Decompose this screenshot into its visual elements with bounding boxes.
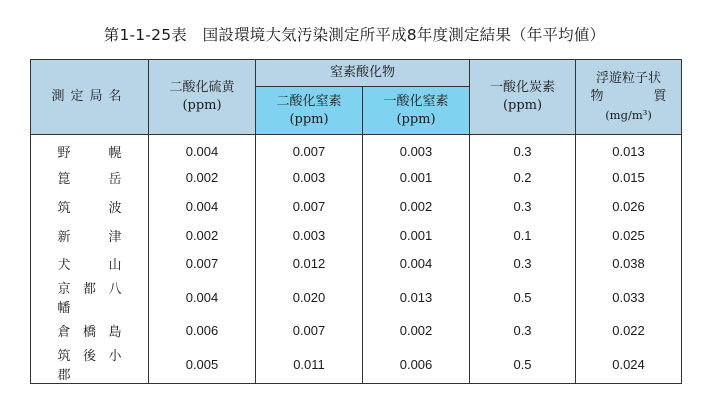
header-nox-group-label: 窒素酸化物 xyxy=(330,65,396,80)
spm-cell: 0.022 xyxy=(576,316,682,345)
table-row xyxy=(31,221,682,250)
so2-cell: 0.004 xyxy=(149,192,256,221)
measurement-table xyxy=(30,59,682,384)
header-so2-label: 二酸化硫黄 xyxy=(169,80,235,95)
co-cell: 0.3 xyxy=(470,192,576,221)
header-spm-label-2: 物 質 xyxy=(590,89,667,104)
station-name: 新 津 xyxy=(57,229,122,245)
header-no2-unit: (ppm) xyxy=(289,111,329,127)
spm-cell: 0.033 xyxy=(576,278,682,316)
header-so2 xyxy=(149,60,256,135)
header-no-unit: (ppm) xyxy=(396,111,436,127)
header-co xyxy=(470,60,576,135)
no-cell: 0.001 xyxy=(363,221,470,250)
co-cell: 0.3 xyxy=(470,316,576,345)
no-cell: 0.004 xyxy=(363,250,470,279)
so2-cell: 0.004 xyxy=(149,278,256,316)
no2-cell: 0.012 xyxy=(256,250,363,279)
so2-cell: 0.006 xyxy=(149,316,256,345)
station-name: 野 幌 xyxy=(57,145,122,161)
no2-cell: 0.003 xyxy=(256,221,363,250)
co-cell: 0.3 xyxy=(470,250,576,279)
station-cell xyxy=(31,163,149,192)
station-name: 箟 岳 xyxy=(57,172,122,188)
header-spm-unit: (mg/m³) xyxy=(605,108,652,122)
no-cell: 0.006 xyxy=(363,345,470,384)
no-cell: 0.002 xyxy=(363,192,470,221)
so2-cell: 0.002 xyxy=(149,163,256,192)
station-name: 京 都 八 幡 xyxy=(57,282,122,317)
no2-cell: 0.020 xyxy=(256,278,363,316)
so2-cell: 0.007 xyxy=(149,250,256,279)
header-station xyxy=(31,60,149,135)
no-cell: 0.013 xyxy=(363,278,470,316)
co-cell: 0.5 xyxy=(470,278,576,316)
station-cell xyxy=(31,221,149,250)
header-spm-label-1: 浮遊粒子状 xyxy=(596,71,662,86)
station-name: 筑 波 xyxy=(57,200,122,216)
header-nox-group xyxy=(256,60,470,87)
header-no-label: 一酸化窒素 xyxy=(383,93,449,109)
so2-cell: 0.004 xyxy=(149,135,256,164)
station-name: 犬 山 xyxy=(57,258,122,274)
no2-cell: 0.011 xyxy=(256,345,363,384)
table-row xyxy=(31,192,682,221)
table-row xyxy=(31,316,682,345)
no-cell: 0.002 xyxy=(363,316,470,345)
no2-cell: 0.007 xyxy=(256,135,363,164)
so2-cell: 0.005 xyxy=(149,345,256,384)
station-cell xyxy=(31,278,149,316)
no2-cell: 0.007 xyxy=(256,192,363,221)
header-no xyxy=(363,87,470,135)
station-cell xyxy=(31,250,149,279)
spm-cell: 0.015 xyxy=(576,163,682,192)
spm-cell: 0.026 xyxy=(576,192,682,221)
table-row xyxy=(31,250,682,279)
no-cell: 0.003 xyxy=(363,135,470,164)
co-cell: 0.3 xyxy=(470,135,576,164)
table-row xyxy=(31,163,682,192)
co-cell: 0.5 xyxy=(470,345,576,384)
header-co-label: 一酸化炭素 xyxy=(490,80,556,95)
spm-cell: 0.038 xyxy=(576,250,682,279)
header-so2-unit: (ppm) xyxy=(182,98,222,113)
no-cell: 0.001 xyxy=(363,163,470,192)
header-no2 xyxy=(256,87,363,135)
table-row xyxy=(31,345,682,384)
table-title: 第1-1-25表 国設環境大気汚染測定所平成8年度測定結果（年平均値） xyxy=(103,26,606,44)
station-cell xyxy=(31,316,149,345)
so2-cell: 0.002 xyxy=(149,221,256,250)
no2-cell: 0.007 xyxy=(256,316,363,345)
spm-cell: 0.024 xyxy=(576,345,682,384)
station-cell xyxy=(31,135,149,164)
co-cell: 0.2 xyxy=(470,163,576,192)
spm-cell: 0.013 xyxy=(576,135,682,164)
station-name: 筑 後 小 郡 xyxy=(57,349,122,383)
spm-cell: 0.025 xyxy=(576,221,682,250)
header-no2-label: 二酸化窒素 xyxy=(276,93,342,109)
station-name: 倉 橋 島 xyxy=(57,325,122,341)
co-cell: 0.1 xyxy=(470,221,576,250)
no2-cell: 0.003 xyxy=(256,163,363,192)
header-co-unit: (ppm) xyxy=(502,98,543,113)
header-station-label: 測定局名 xyxy=(51,89,128,104)
station-cell xyxy=(31,345,149,384)
table-row xyxy=(31,135,682,164)
station-cell xyxy=(31,192,149,221)
table-row xyxy=(31,278,682,316)
header-spm xyxy=(576,60,682,135)
